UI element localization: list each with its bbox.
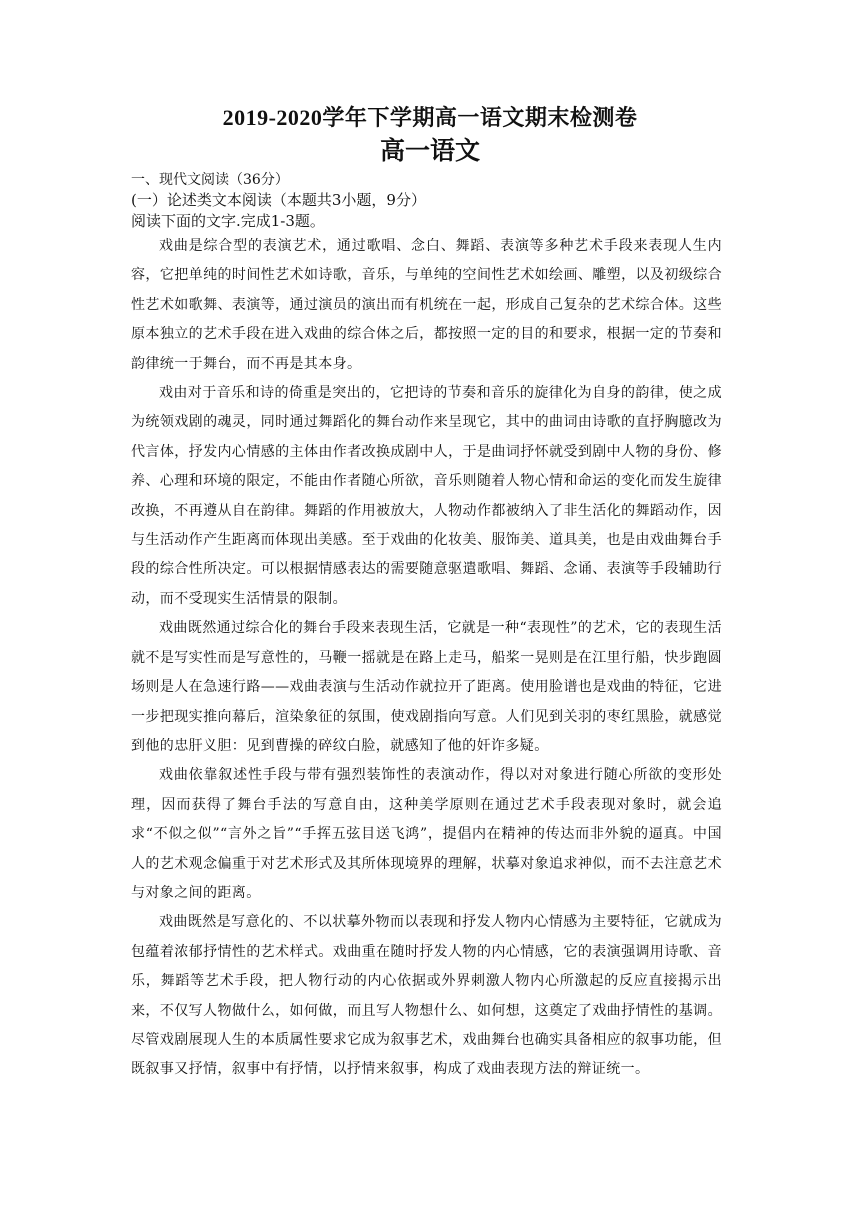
reading-instruction: 阅读下面的文字.完成1-3题。 — [131, 212, 325, 230]
exam-subtitle: 高一语文 — [379, 136, 480, 165]
passage-paragraph: 戏曲既然是写意化的、不以状摹外物而以表现和抒发人物内心情感为主要特征，它就成为包蕴着浓郁抒情性的艺术样式。戏曲重在随时抒发人物的内心情感，它的表演强调用诗歌、音乐，舞蹈等艺术手段，把人物行动的内心依据或外界刺激人物内心所激起的反应直接揭示出来，不仅写人物做什么，如何做，而且写人物想什么、如何想，这奠定了戏曲抒情性的基调。尽管戏剧展现人生的本质属性要求它成为叙事艺术，戏曲舞台也确实具备相应的叙事功能，但既叙事又抒情，叙事中有抒情，以抒情来叙事，构成了戏曲表现方法的辩证统一。 — [131, 914, 722, 1078]
passage-paragraph: 戏曲是综合型的表演艺术，通过歌唱、念白、舞蹈、表演等多种艺术手段来表现人生内容，它把单纯的时间性艺术如诗歌，音乐，与单纯的空间性艺术如绘画、雕塑，以及初级综合性艺术如歌舞、表演等，通过演员的演出而有机统在一起，形成自己复杂的艺术综合体。这些原本独立的艺术手段在进入戏曲的综合体之后，都按照一定的目的和要求，根据一定的节奏和韵律统一于舞台，而不再是其本身。 — [131, 238, 722, 372]
subsection-heading: (一）论述类文本阅读（本题共3小题，9分） — [131, 191, 426, 209]
exam-title: 2019-2020学年下学期高一语文期末检测卷 — [222, 105, 638, 130]
passage-paragraph: 戏由对于音乐和诗的倚重是突出的，它把诗的节奏和音乐的旋律化为自身的韵律，使之成为统领戏剧的魂灵，同时通过舞蹈化的舞台动作来呈现它，其中的曲词由诗歌的直抒胸臆改为代言体，抒发内心情感的主体由作者改换成剧中人，于是曲词抒怀就受到剧中人物的身份、修养、心理和环境的限定，不能由作者随心所欲，音乐则随着人物心情和命运的变化而发生旋律改换，不再遵从自在韵律。舞蹈的作用被放大，人物动作都被纳入了非生活化的舞蹈动作，因与生活动作产生距离而体现出美感。至于戏曲的化妆美、服饰美、道具美，也是由戏曲舞台手段的综合性所决定。可以根据情感表达的需要随意驱遣歌唱、舞蹈、念诵、表演等手段辅助行动，而不受现实生活情景的限制。 — [131, 385, 722, 607]
section-heading: 一、现代文阅读（36分） — [131, 172, 289, 188]
passage-paragraph: 戏曲既然通过综合化的舞台手段来表现生活，它就是一种“表现性”的艺术，它的表现生活就不是写实性而是写意性的，马鞭一摇就是在路上走马，船桨一晃则是在江里行船，快步跑圆场则是人在急速行路——戏曲表演与生活动作就拉开了距离。使用脸谱也是戏曲的特征，它进一步把现实推向幕后，渲染象征的氛围，使戏剧指向写意。人们见到关羽的枣红黑脸，就感觉到他的忠肝义胆：见到曹操的碎纹白脸，就感知了他的奸诈多疑。 — [131, 620, 722, 754]
reading-passage — [131, 232, 722, 1085]
passage-paragraph: 戏曲依靠叙述性手段与带有强烈装饰性的表演动作，得以对对象进行随心所欲的变形处理，因而获得了舞台手法的写意自由，这种美学原则在通过艺术手段表现对象时，就会追求“不似之似”“言外之旨”“手挥五弦目送飞鸿”，提倡内在精神的传达而非外貌的逼真。中国人的艺术观念偏重于对艺术形式及其所体现境界的理解，状摹对象追求神似，而不去注意艺术与对象之间的距离。 — [131, 767, 722, 901]
